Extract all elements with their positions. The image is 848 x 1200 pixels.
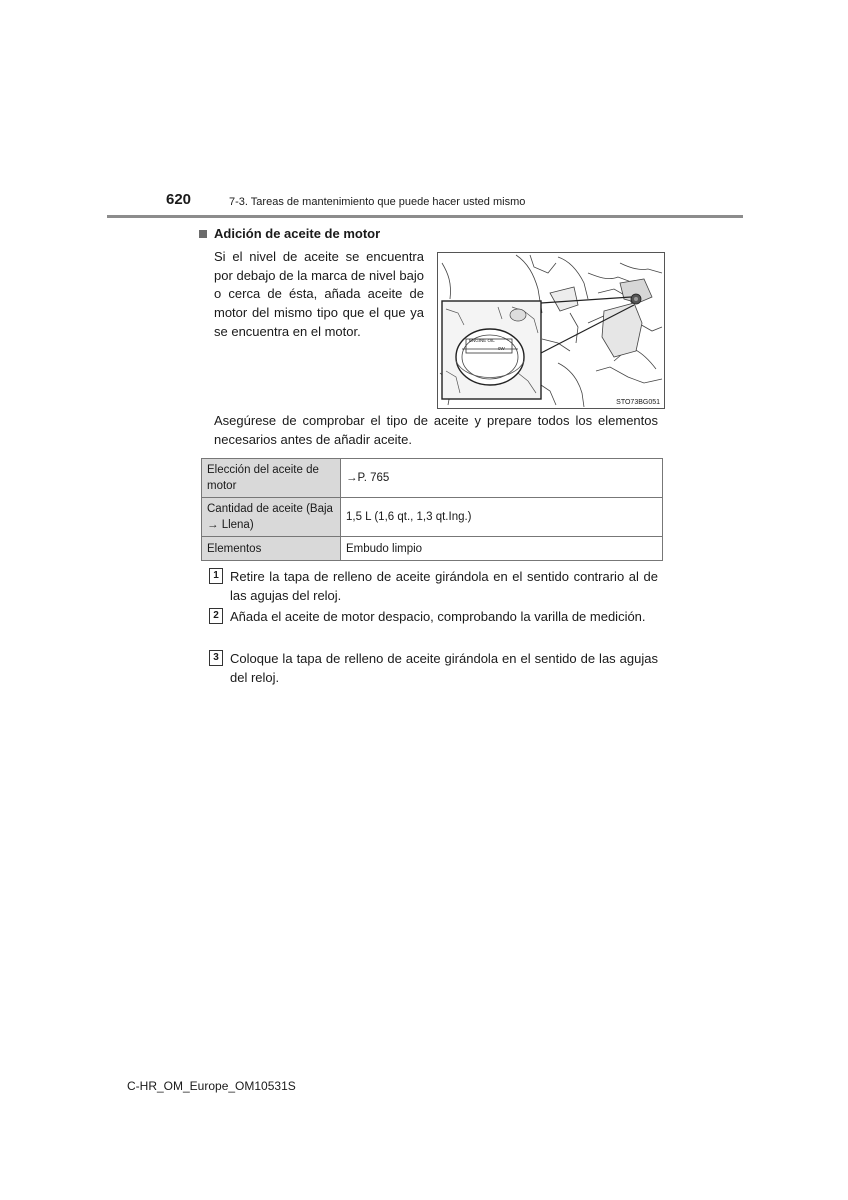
step-text: Coloque la tapa de relleno de aceite girándola en el sentido de las agujas del reloj.: [230, 651, 658, 685]
table-cell-label: Cantidad de aceite (Baja → Llena): [202, 498, 341, 537]
table-cell-label: Elementos: [202, 537, 341, 561]
header-rule: [107, 215, 743, 218]
table-row: [202, 459, 663, 498]
table-row: [202, 537, 663, 561]
engine-bay-illustration: [438, 253, 664, 408]
step-text: Retire la tapa de relleno de aceite girándola en el sentido contrario al de las agujas del reloj.: [230, 569, 658, 603]
step-2: [209, 607, 658, 626]
header-section-title: 7-3. Tareas de mantenimiento que puede hacer usted mismo: [229, 196, 526, 208]
page-number: 620: [166, 191, 192, 208]
table-row: [202, 498, 663, 537]
section-heading: [199, 226, 380, 241]
table-cell-value: Embudo limpio: [341, 537, 663, 561]
engine-oil-cap-figure: [437, 252, 665, 409]
oil-spec-table: [201, 458, 663, 561]
step-number-badge: 3: [209, 650, 223, 666]
step-number-badge: 1: [209, 568, 223, 584]
footer-code: C-HR_OM_Europe_OM10531S: [127, 1079, 296, 1093]
figure-code: STO73BG051: [616, 399, 660, 406]
table-cell-value: 1,5 L (1,6 qt., 1,3 qt.Ing.): [341, 498, 663, 537]
cap-label-right: 0W: [498, 346, 505, 351]
cap-label-left: ENGINE OIL: [469, 338, 495, 343]
step-1: [209, 567, 658, 605]
preparation-note: Asegúrese de comprobar el tipo de aceite y prepare todos los elementos necesarios antes de añadir aceite.: [214, 413, 658, 447]
step-3: [209, 649, 658, 687]
section-heading-text: Adición de aceite de motor: [214, 226, 381, 241]
step-number-badge: 2: [209, 608, 223, 624]
table-cell-label: Elección del aceite de motor: [202, 459, 341, 498]
table-cell-value: →P. 765: [341, 459, 663, 498]
intro-paragraph: Si el nivel de aceite se encuentra por debajo de la marca de nivel bajo o cerca de ésta, añada aceite de motor del mismo tipo que el que ya se encuentra en el motor.: [214, 249, 424, 339]
step-text: Añada el aceite de motor despacio, comprobando la varilla de medición.: [230, 609, 646, 624]
square-bullet-icon: [199, 230, 207, 238]
